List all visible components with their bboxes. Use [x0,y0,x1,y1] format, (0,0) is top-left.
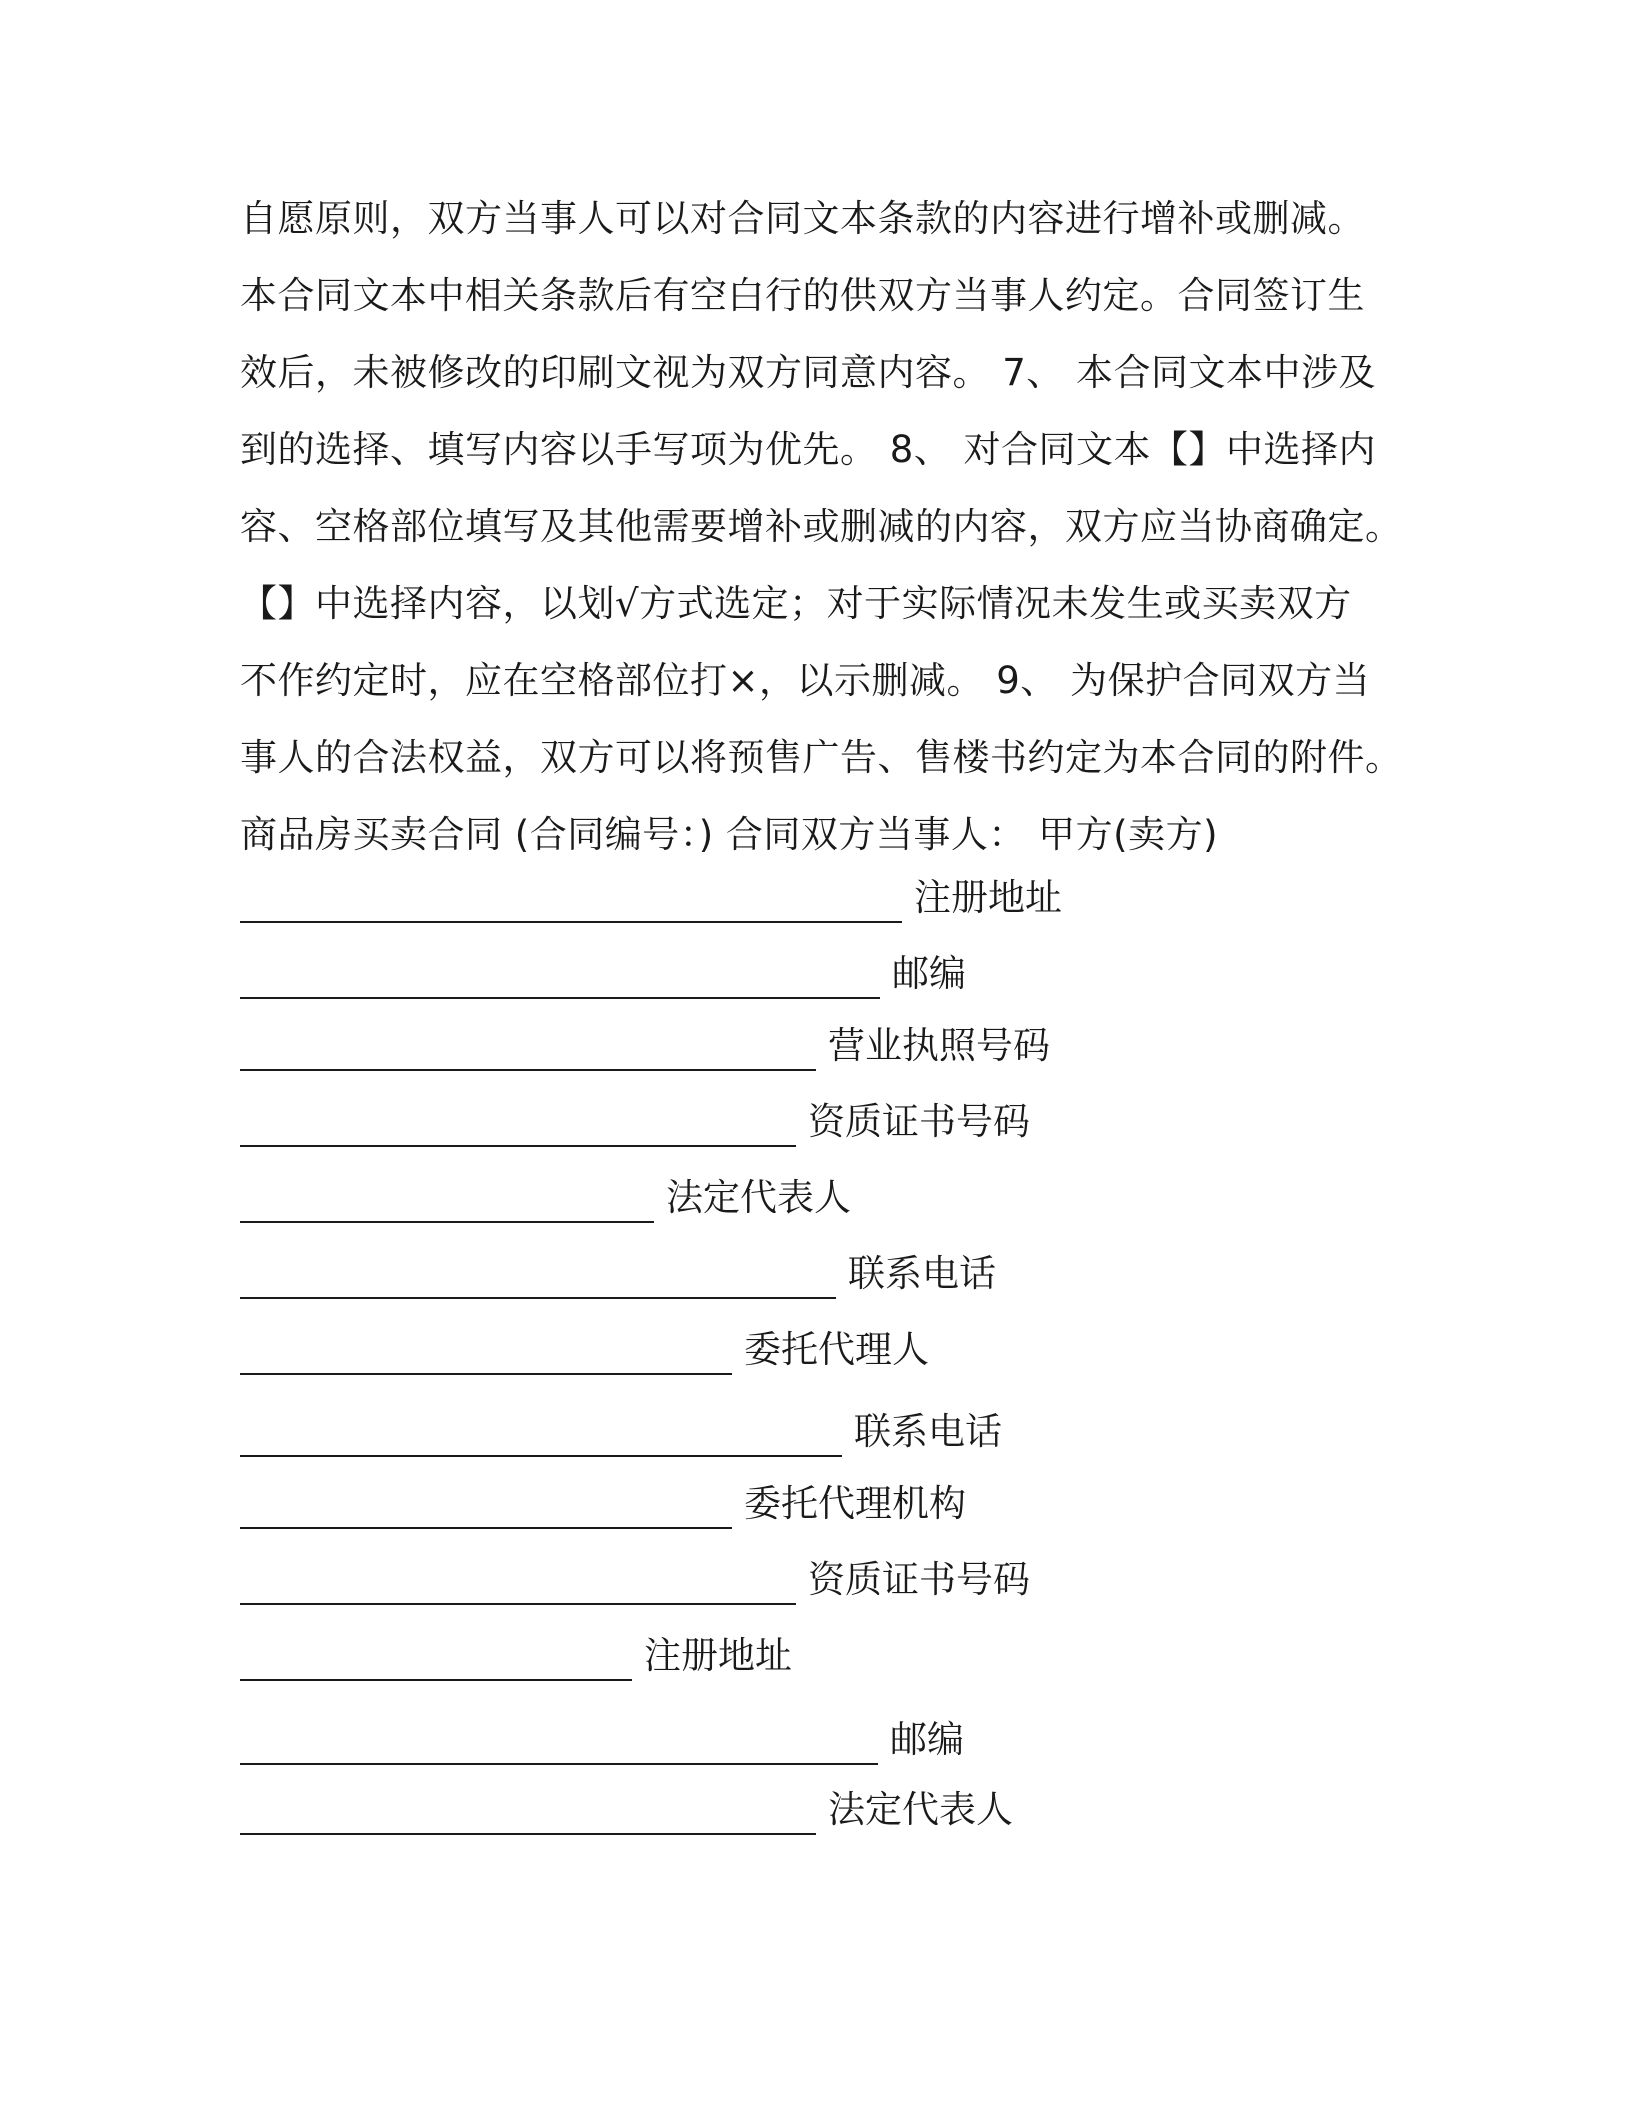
field-postcode [240,949,966,999]
field-agent-phone [240,1407,1002,1457]
field-label: 注册地址 [644,1634,792,1677]
field-agency-legal-representative [240,1785,1013,1835]
field-phone [240,1249,996,1299]
field-registered-address [240,873,1062,923]
field-agency-postcode [240,1715,964,1765]
blank-line[interactable] [240,957,880,999]
blank-line[interactable] [240,1105,796,1147]
field-qualification-cert [240,1097,1030,1147]
field-label: 注册地址 [914,876,1062,919]
field-label: 法定代表人 [666,1176,851,1219]
paragraph-line: 容、空格部位填写及其他需要增补或删减的内容，双方应当协商确定。 [240,505,1403,548]
field-legal-representative [240,1173,851,1223]
paragraph-line: 不作约定时，应在空格部位打×，以示删减。 9、 为保护合同双方当 [240,659,1371,702]
field-label: 营业执照号码 [828,1024,1050,1067]
paragraph-line: 事人的合法权益，双方可以将预售广告、售楼书约定为本合同的附件。 [240,736,1403,779]
paragraph-line: 效后，未被修改的印刷文视为双方同意内容。 7、 本合同文本中涉及 [240,351,1377,394]
blank-line[interactable] [240,1723,878,1765]
field-label: 委托代理人 [744,1328,929,1371]
field-label: 委托代理机构 [744,1482,966,1525]
contract-title-line: 商品房买卖合同 (合同编号：) 合同双方当事人： 甲方(卖方) [240,813,1219,856]
field-label: 资质证书号码 [808,1100,1030,1143]
blank-line[interactable] [240,881,902,923]
blank-line[interactable] [240,1487,732,1529]
field-label: 法定代表人 [828,1788,1013,1831]
field-label: 邮编 [890,1718,964,1761]
field-business-license [240,1021,1050,1071]
document-page [240,180,1420,1831]
paragraph-line: 【】中选择内容，以划√方式选定；对于实际情况未发生或买卖双方 [240,582,1352,625]
field-agency [240,1479,966,1529]
paragraph-line: 到的选择、填写内容以手写项为优先。 8、 对合同文本【】中选择内 [240,428,1377,471]
field-label: 联系电话 [854,1410,1002,1453]
field-agency-address [240,1631,792,1681]
field-label: 资质证书号码 [808,1558,1030,1601]
blank-line[interactable] [240,1029,816,1071]
blank-line[interactable] [240,1563,796,1605]
field-agency-qualification-cert [240,1555,1030,1605]
blank-line[interactable] [240,1415,842,1457]
blank-line[interactable] [240,1793,816,1835]
field-label: 联系电话 [848,1252,996,1295]
blank-line[interactable] [240,1181,654,1223]
field-agent [240,1325,929,1375]
paragraph-line: 本合同文本中相关条款后有空白行的供双方当事人约定。合同签订生 [240,274,1365,317]
field-label: 邮编 [892,952,966,995]
contract-paragraph [240,180,1420,873]
blank-line[interactable] [240,1257,836,1299]
blank-line[interactable] [240,1333,732,1375]
paragraph-line: 自愿原则，双方当事人可以对合同文本条款的内容进行增补或删减。 [240,197,1365,240]
blank-line[interactable] [240,1639,632,1681]
